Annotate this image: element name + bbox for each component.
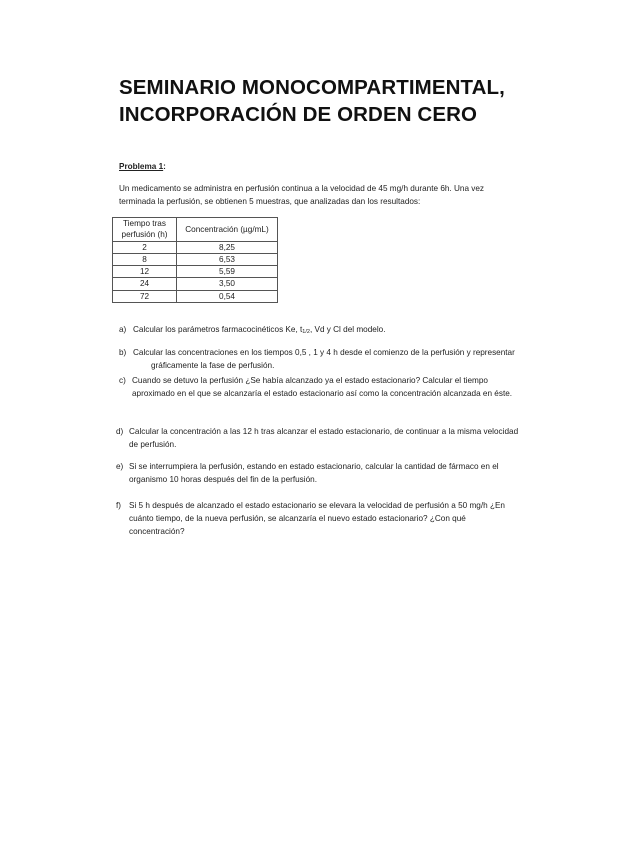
question-c-line-2: aproximado en el que se alcanzaría el estado estacionario así como la concentración alcanzada en éste. bbox=[132, 389, 513, 398]
intro-line-2: terminada la perfusión, se obtienen 5 muestras, que analizadas dan los resultados: bbox=[119, 197, 421, 206]
question-f bbox=[116, 499, 546, 538]
table-cell-concentration: 5,59 bbox=[177, 266, 278, 278]
problem-heading-colon: : bbox=[163, 162, 166, 171]
table-cell-time: 72 bbox=[113, 290, 177, 302]
question-a-subscript: 1/2 bbox=[302, 329, 310, 335]
question-d bbox=[116, 425, 546, 451]
table-cell-time: 12 bbox=[113, 266, 177, 278]
results-table bbox=[112, 217, 278, 303]
table-row bbox=[113, 266, 278, 278]
question-b-label: b) bbox=[119, 348, 127, 357]
question-b bbox=[119, 346, 549, 372]
question-b-line-2: gráficamente la fase de perfusión. bbox=[151, 361, 275, 370]
question-f-line-1: Si 5 h después de alcanzado el estado estacionario se elevara la velocidad de perfusión a 50 mg/h ¿En bbox=[129, 501, 505, 510]
problem-intro bbox=[119, 182, 539, 208]
table-cell-concentration: 0,54 bbox=[177, 290, 278, 302]
question-a-text-pre: Calcular los parámetros farmacocinéticos Ke, t bbox=[133, 325, 303, 334]
table-header-time bbox=[113, 218, 177, 242]
table-cell-concentration: 6,53 bbox=[177, 253, 278, 265]
table-row bbox=[113, 290, 278, 302]
document-title bbox=[119, 74, 579, 128]
question-e-line-1: Si se interrumpiera la perfusión, estando en estado estacionario, calcular la cantidad de fármaco en el bbox=[129, 462, 499, 471]
question-d-line-1: Calcular la concentración a las 12 h tras alcanzar el estado estacionario, de continuar a la misma velocidad bbox=[129, 427, 519, 436]
table-row bbox=[113, 253, 278, 265]
question-e-line-2: organismo 10 horas después del fin de la perfusión. bbox=[129, 475, 317, 484]
question-e bbox=[116, 460, 546, 486]
question-c bbox=[119, 374, 549, 400]
intro-line-1: Un medicamento se administra en perfusión continua a la velocidad de 45 mg/h durante 6h. Una vez bbox=[119, 184, 485, 193]
table-header-concentration: Concentración (µg/mL) bbox=[177, 218, 278, 242]
question-f-label: f) bbox=[116, 501, 122, 510]
table-cell-time: 8 bbox=[113, 253, 177, 265]
question-d-label: d) bbox=[116, 427, 124, 436]
question-a-label: a) bbox=[119, 325, 127, 334]
table-cell-concentration: 3,50 bbox=[177, 278, 278, 290]
problem-heading-label: Problema 1 bbox=[119, 162, 164, 171]
question-e-label: e) bbox=[116, 462, 124, 471]
table-header-row bbox=[113, 218, 278, 242]
table-cell-time: 2 bbox=[113, 241, 177, 253]
question-a bbox=[119, 323, 549, 336]
question-c-label: c) bbox=[119, 376, 126, 385]
title-line-2: INCORPORACIÓN DE ORDEN CERO bbox=[119, 103, 478, 126]
table-row bbox=[113, 241, 278, 253]
table-header-time-line-2: perfusión (h) bbox=[121, 230, 168, 240]
question-a-text bbox=[130, 323, 385, 336]
title-line-1: SEMINARIO MONOCOMPARTIMENTAL, bbox=[119, 76, 505, 99]
question-f-line-3: concentración? bbox=[129, 527, 185, 536]
question-d-line-2: de perfusión. bbox=[129, 440, 177, 449]
question-a-text-post: , Vd y Cl del modelo. bbox=[309, 325, 386, 334]
question-b-line-1: Calcular las concentraciones en los tiempos 0,5 , 1 y 4 h desde el comienzo de la perfusión y representar bbox=[133, 348, 515, 357]
table-row bbox=[113, 278, 278, 290]
question-f-line-2: cuánto tiempo, de la nueva perfusión, se alcanzaría el nuevo estado estacionario? ¿Con qué bbox=[129, 514, 466, 523]
problem-heading bbox=[119, 160, 166, 173]
table-header-time-line-1: Tiempo tras bbox=[123, 219, 166, 228]
table-cell-time: 24 bbox=[113, 278, 177, 290]
question-c-line-1: Cuando se detuvo la perfusión ¿Se había alcanzado ya el estado estacionario? Calcular el tiempo bbox=[132, 376, 488, 385]
table-cell-concentration: 8,25 bbox=[177, 241, 278, 253]
